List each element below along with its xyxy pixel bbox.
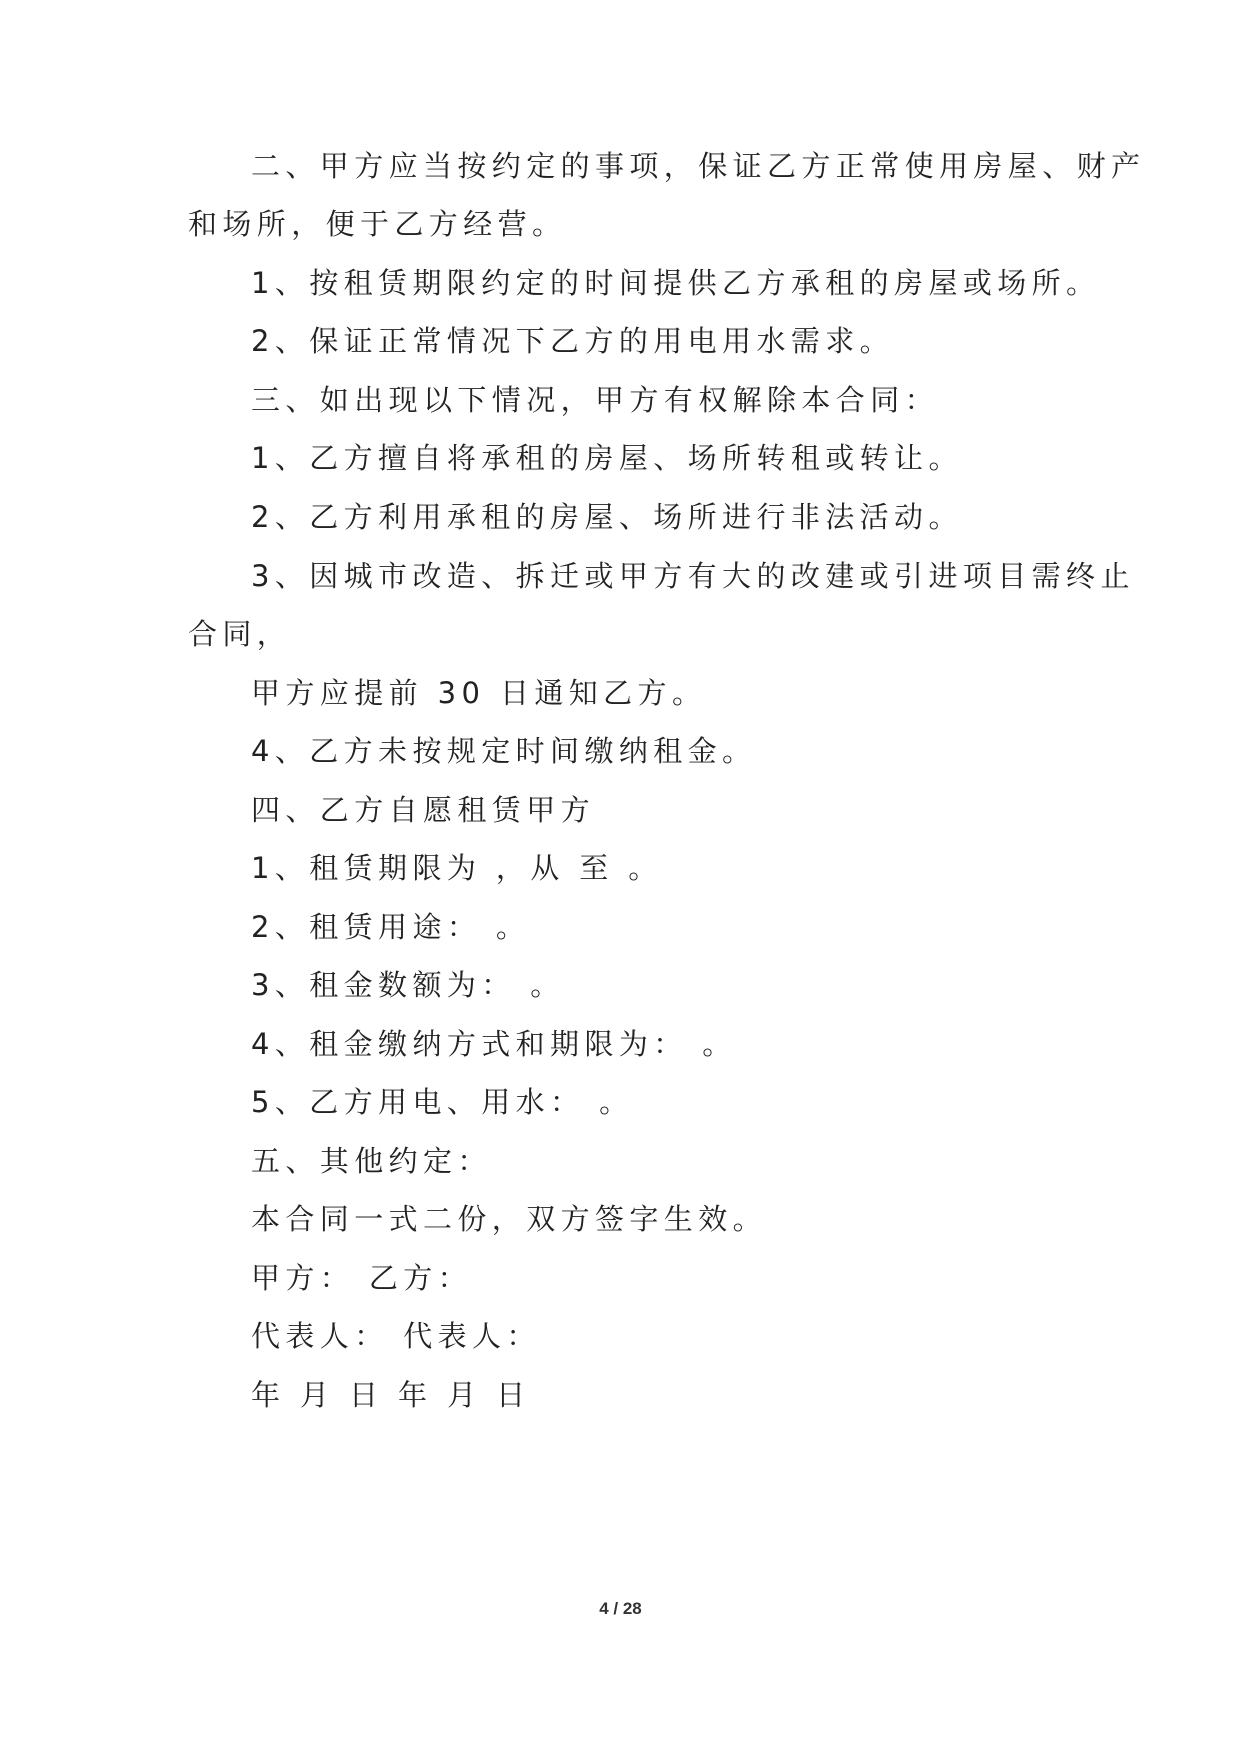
- signature-parties: 甲方： 乙方：: [251, 1261, 473, 1295]
- paragraph-clause-5: 五、其他约定：: [251, 1144, 492, 1178]
- paragraph-clause-2-continued: 和场所，便于乙方经营。: [188, 207, 567, 241]
- page-number: 4 / 28: [599, 1599, 642, 1618]
- paragraph-clause-3: 三、如出现以下情况，甲方有权解除本合同：: [251, 383, 940, 417]
- list-item-2-1: 1、按租赁期限约定的时间提供乙方承租的房屋或场所。: [251, 266, 1101, 300]
- list-item-4-3: 3、租金数额为： 。: [251, 968, 565, 1002]
- signature-dates: 年 月 日 年 月 日: [251, 1378, 531, 1412]
- list-item-4-2: 2、租赁用途： 。: [251, 910, 531, 944]
- paragraph-copies: 本合同一式二份，双方签字生效。: [251, 1202, 768, 1236]
- list-item-2-2: 2、保证正常情况下乙方的用电用水需求。: [251, 324, 895, 358]
- list-item-4-4: 4、租金缴纳方式和期限为： 。: [251, 1027, 737, 1061]
- list-item-3-4: 4、乙方未按规定时间缴纳租金。: [251, 734, 757, 768]
- list-item-4-5: 5、乙方用电、用水： 。: [251, 1085, 634, 1119]
- list-item-3-3-continued: 合同，: [188, 617, 292, 651]
- list-item-3-1: 1、乙方擅自将承租的房屋、场所转租或转让。: [251, 441, 963, 475]
- list-item-3-2: 2、乙方利用承租的房屋、场所进行非法活动。: [251, 500, 963, 534]
- paragraph-clause-4: 四、乙方自愿租赁甲方: [251, 793, 596, 827]
- list-item-3-3-notice: 甲方应提前 30 日通知乙方。: [251, 676, 707, 710]
- paragraph-clause-2: 二、甲方应当按约定的事项，保证乙方正常使用房屋、财产: [251, 149, 1146, 183]
- list-item-4-1: 1、租赁期限为 ，从 至 。: [251, 851, 663, 885]
- signature-representatives: 代表人： 代表人：: [251, 1319, 541, 1353]
- list-item-3-3: 3、因城市改造、拆迁或甲方有大的改建或引进项目需终止: [251, 559, 1135, 593]
